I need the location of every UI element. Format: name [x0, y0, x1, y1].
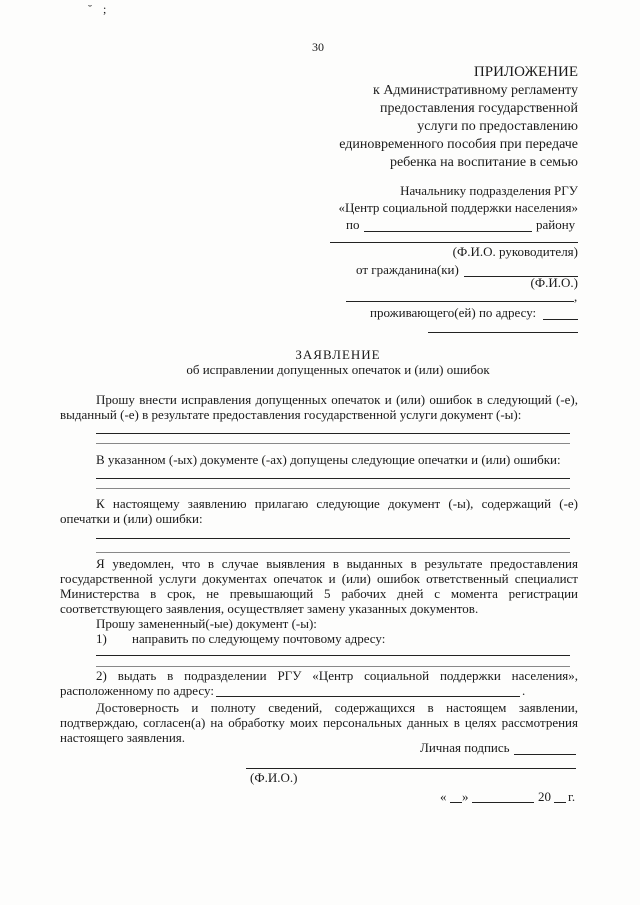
rayon-field[interactable]: [364, 231, 532, 232]
p6-line-2: подтверждаю, согласен(а) на обработку моих персональных данных в целях рассмотрения: [60, 715, 578, 730]
rgu-address-field[interactable]: [216, 696, 520, 697]
citizen-fio-field[interactable]: [346, 301, 574, 302]
appendix-line-5: ребенка на воспитание в семью: [389, 155, 578, 170]
option-2-period: .: [522, 683, 526, 698]
address-field-2[interactable]: [428, 332, 578, 333]
p4-line-1: Я уведомлен, что в случае выявления в выданных в результате предоставления: [96, 556, 578, 571]
appendix-line-3: услуги по предоставлению: [417, 119, 578, 134]
attachments-field-1[interactable]: [96, 538, 570, 539]
option-2-line-1: 2) выдать в подразделении РГУ «Центр социальной поддержки населения»,: [96, 668, 578, 683]
addressee-line-2: «Центр социальной поддержки населения»: [338, 200, 578, 215]
statement-title: ЗАЯВЛЕНИЕ: [295, 347, 381, 362]
p2: В указанном (-ых) документе (-ах) допущены следующие опечатки и (или) ошибки:: [96, 452, 561, 467]
date-year-field[interactable]: [554, 802, 566, 803]
p3-line-1: К настоящему заявлению прилагаю следующие документ (-ы), содержащий (-е): [96, 496, 578, 511]
page-number: 30: [312, 40, 324, 54]
addressee-from: от гражданина(ки): [356, 262, 459, 277]
addressee-residing: проживающего(ей) по адресу:: [370, 305, 537, 320]
p5: Прошу замененный(-ые) документ (-ы):: [96, 616, 317, 631]
addressee-fio: (Ф.И.О.): [530, 275, 578, 290]
p3-line-2: опечатки и (или) ошибки:: [60, 511, 203, 526]
corner-marks: ˘ ;: [88, 2, 111, 16]
postal-address-field-2[interactable]: [96, 666, 570, 667]
head-fio-field[interactable]: [330, 242, 578, 243]
appendix-line-1: к Административному регламенту: [373, 83, 578, 98]
p6-line-3: настоящего заявления.: [60, 730, 186, 745]
attachments-field-2[interactable]: [96, 552, 570, 553]
p4-line-2: государственной услуги документах опечаток и (или) ошибок ответственный специалист: [60, 571, 578, 586]
p4-line-4: соответствующего заявления, осуществляет замену указанных документов.: [60, 601, 479, 616]
addressee-line-1: Начальнику подразделения РГУ: [400, 183, 578, 198]
p1-line-2: выданный (-е) в результате предоставления государственной услуги документ (-ы):: [60, 407, 522, 422]
appendix-title: ПРИЛОЖЕНИЕ: [473, 64, 578, 80]
signature-fio-field[interactable]: [246, 768, 576, 769]
p4-line-3: Министерства в срок, не превышающий 5 рабочих дней с момента регистрации: [60, 586, 578, 601]
postal-address-field-1[interactable]: [96, 655, 570, 656]
signature-fio: (Ф.И.О.): [250, 770, 298, 785]
addressee-comma: ,: [574, 289, 578, 304]
p6-line-1: Достоверность и полноту сведений, содержащихся в настоящем заявлении,: [96, 700, 578, 715]
addressee-po: по: [346, 217, 360, 232]
statement-subtitle: об исправлении допущенных опечаток и (или) ошибок: [186, 362, 490, 377]
document-field-2[interactable]: [96, 443, 570, 444]
date-open-quote: «: [440, 789, 447, 804]
date-year-suffix: г.: [568, 789, 576, 804]
option-1-number: 1): [96, 631, 107, 646]
date-year-prefix: 20: [538, 789, 551, 804]
addressee-rayon: району: [536, 217, 576, 232]
signature-field[interactable]: [514, 754, 576, 755]
option-1-text: направить по следующему почтовому адресу:: [132, 631, 386, 646]
appendix-line-2: предоставления государственной: [379, 101, 578, 116]
errors-field-2[interactable]: [96, 488, 570, 489]
date-month-field[interactable]: [472, 802, 534, 803]
addressee-fio-head: (Ф.И.О. руководителя): [452, 244, 578, 259]
document-field-1[interactable]: [96, 433, 570, 434]
signature-label: Личная подпись: [420, 740, 510, 755]
errors-field-1[interactable]: [96, 478, 570, 479]
address-field-1[interactable]: [543, 319, 578, 320]
p1-line-1: Прошу внести исправления допущенных опечаток и (или) ошибок в следующий (-е),: [96, 392, 578, 407]
appendix-line-4: единовременного пособия при передаче: [339, 137, 578, 152]
date-day-field[interactable]: [450, 802, 462, 803]
option-2-line-2: расположенному по адресу:: [60, 683, 214, 698]
date-close-quote: »: [462, 789, 469, 804]
